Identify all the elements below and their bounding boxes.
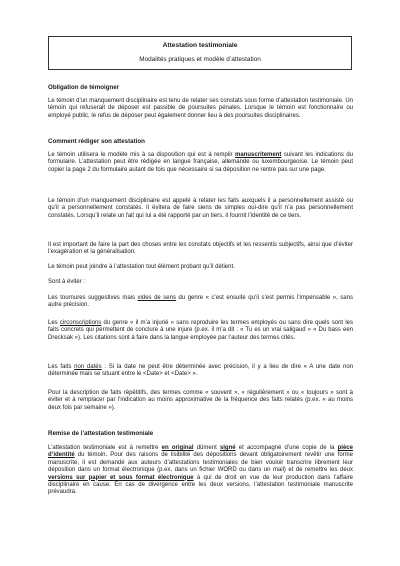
text-segment: à qui de droit en vue de leur production dans l’affaire disciplinaire en cause. En cas de divergence entre les deux versions, l’attestation testimoniale manuscrite prévaudra.	[48, 474, 353, 496]
emphasis-versions: versions sur papier et sous format électronique	[48, 474, 194, 481]
paragraph-repetitifs: Pour la description de faits répétitifs, des termes comme « souvent », « régulièrement » ou « toujours » sont à éviter et à remplacer par l’indication au moins approximative de la fréquence des faits relatés (p.ex. « au moins deux fois par semaine »).	[48, 390, 353, 411]
document-title: Attestation testimoniale	[162, 42, 238, 49]
emphasis-circonscriptions: circonscriptions	[59, 320, 102, 326]
emphasis-vides-de-sens: vides de sens	[137, 295, 176, 301]
text-segment: Les faits	[48, 364, 75, 370]
paragraph-tournures	[48, 295, 353, 310]
paragraph-objectifs: Il est important de faire la part des choses entre les constats objectifs et les ressentis subjectifs, ainsi que d’éviter l’exagération et la généralisation.	[48, 242, 353, 256]
paragraph-non-dates	[48, 364, 353, 379]
emphasis-piece-identite: pièce d’identité	[48, 445, 353, 459]
paragraph-obligation: Le témoin d’un manquement disciplinaire est tenu de relater ses constats sous forme d’attestation testimoniale. Un témoin qui refuserait de déposer est passible de poursuites pénales. Lorsque le témoin est fonctionnaire ou employé public, le refus de déposer peut également donner lieu à des poursuites disciplinaires.	[48, 98, 353, 119]
paragraph-modele	[48, 152, 353, 174]
emphasis-non-dates: non datés	[74, 364, 102, 370]
emphasis-manuscritement: manuscritement	[235, 152, 282, 158]
text-segment: Les tournures suggestives mais	[48, 295, 138, 301]
paragraph-faits: Le témoin d’un manquement disciplinaire est appelé à relater les faits auxquels il a personnellement assisté ou qu’il a personnellement constatés. Il évitera de faire siens de simples oui-dire qu’il n’a pas personnellement constatés. Lorsqu’il relate un fait qui lui a été rapporté par un tiers, il fournit l’identité de ce tiers.	[48, 198, 353, 219]
text-segment: dûment	[193, 445, 220, 451]
text-segment: suivant les indications du formulaire. L’attestation peut être rédigée en langue française, allemande ou luxembourgeoise. Le témoin peut copier la page 2 du formulaire autant de fois que nécessaire si sa déposition ne rentre pas sur une page.	[48, 152, 354, 173]
text-segment: Le témoin utilisera le modèle mis à sa disposition qui est à remplir	[48, 152, 236, 158]
text-segment: : Si la date ne peut être déterminée avec précision, il y a lieu de dire « A une date non déterminée mais se situant entre le <Date> et <Date> ».	[48, 364, 353, 378]
text-segment: L’attestation testimoniale est à remettre	[48, 445, 162, 451]
text-segment: du témoin. Pour des raisons de lisibilité des dépositions devant obligatoirement revêtir une forme manuscrite, il est demandé aux auteurs d’attestations testimoniales de bien vouloir transcrire librement leur déposition dans un format électronique (p.ex. dans un fichier WORD ou dans un mail) et de remettre les deux	[48, 452, 353, 474]
paragraph-remise	[48, 445, 353, 497]
emphasis-signe: signé	[219, 445, 236, 451]
paragraph-circonscriptions	[48, 320, 353, 342]
emphasis-en-original: en original	[161, 445, 194, 451]
title-box	[48, 36, 352, 70]
section-heading-rediger: Comment rédiger son attestation	[48, 138, 145, 145]
text-segment: Les	[48, 320, 60, 326]
text-segment: et accompagné d’une copie de la	[235, 445, 338, 451]
document-subtitle: Modalités pratiques et modèle d’attestation	[139, 56, 261, 63]
section-heading-remise: Remise de l’attestation testimoniale	[48, 430, 154, 437]
text-segment: du genre « c’est ensuite qu’il s’est permis l’impensable », sans autre précision.	[48, 295, 353, 309]
paragraph-eviter: Sont à éviter :	[48, 279, 86, 285]
text-segment: du genre « il m’a injurié » sans reproduire les termes employés ou sans dire quels sont les faits concrets qui permettent de conclure à une injure (p.ex. il m’a dit : « Tu es un vrai saligaud » « Du bass een Drecksak »). Les citations sont à faire dans la langue employée par l’auteur des termes cités.	[48, 320, 353, 341]
paragraph-probant: Le témoin peut joindre à l’attestation tout élément probant qu’il détient.	[48, 264, 235, 270]
section-heading-obligation: Obligation de témoigner	[48, 84, 120, 91]
